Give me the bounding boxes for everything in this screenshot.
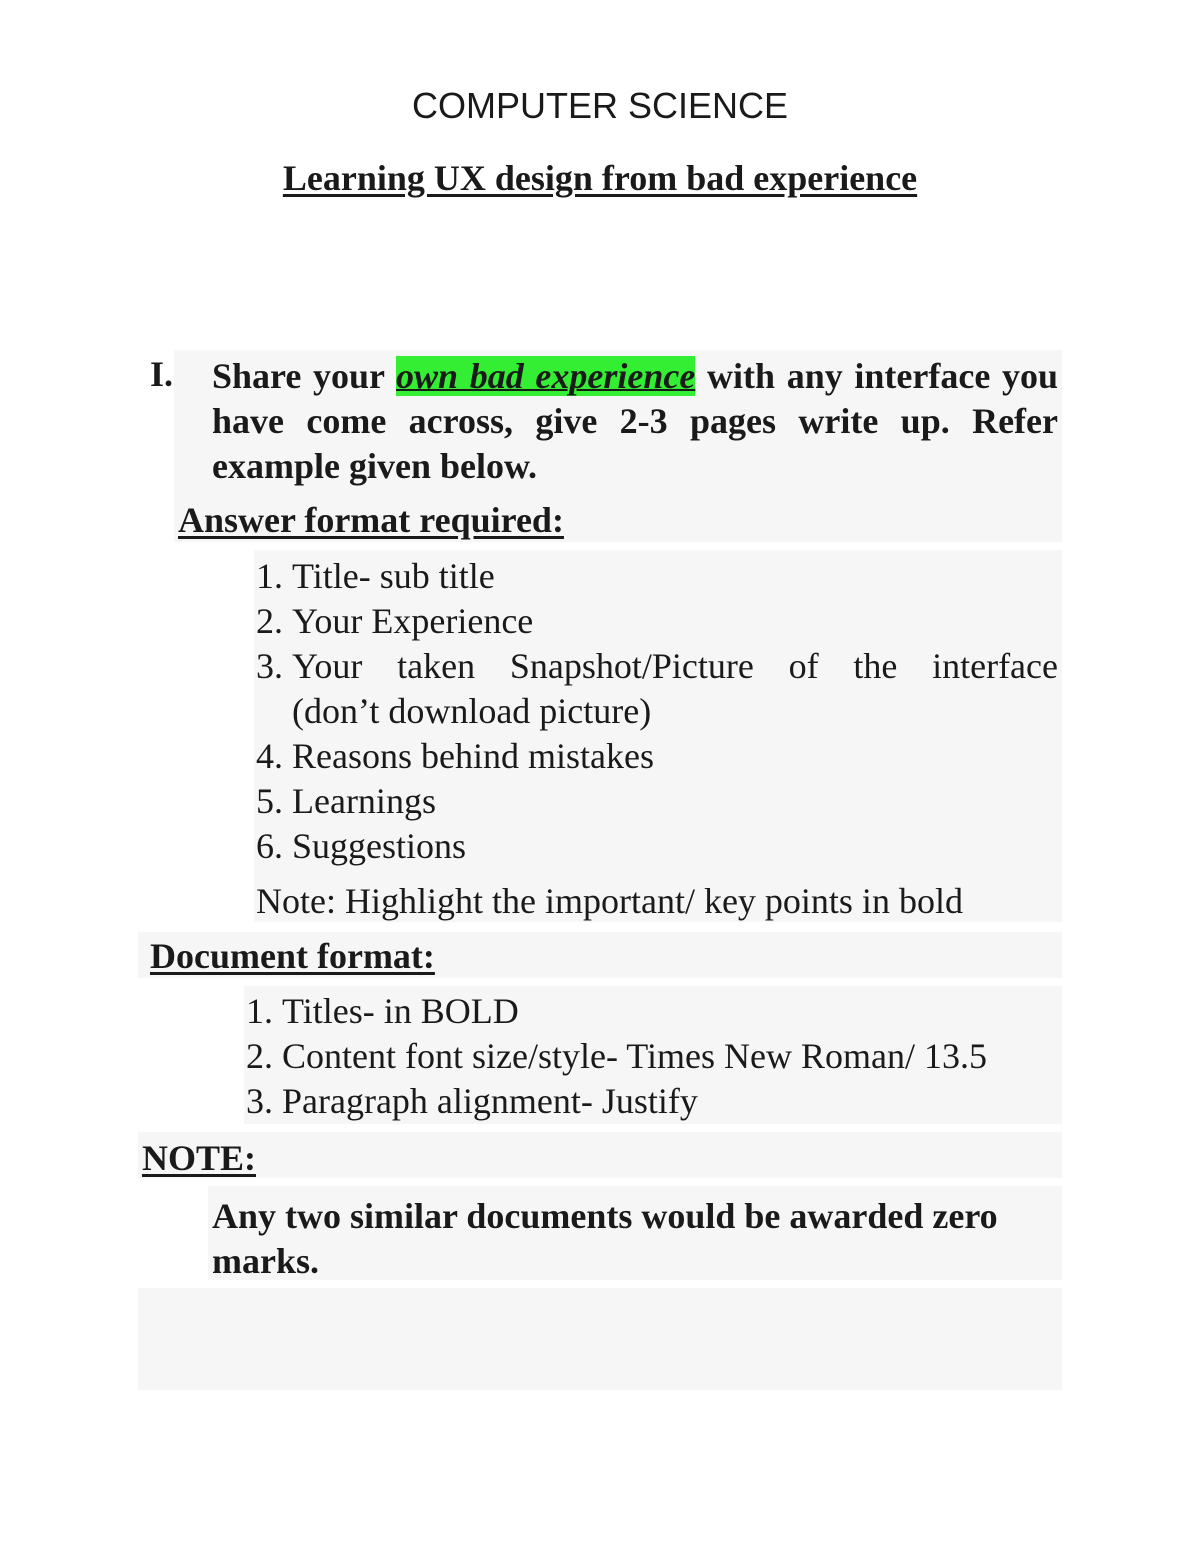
question-text-after: with any interface you have come across, give 2-3 pages write up. Refer example given below.	[212, 356, 1059, 486]
page-subtitle: Learning UX design from bad experience	[282, 158, 918, 198]
answer-item-number: 6.	[256, 826, 283, 866]
document-item-number: 3.	[246, 1081, 273, 1121]
document-format-heading: Document format:	[150, 936, 435, 976]
question-numeral: I.	[150, 354, 174, 394]
question-text	[212, 354, 1058, 489]
document-item-text: Content font size/style- Times New Roman/ 13.5	[282, 1036, 987, 1076]
answer-item-text: Learnings	[292, 781, 436, 821]
empty-shade-block	[138, 1288, 1062, 1390]
highlighted-text: own bad experience	[396, 356, 696, 396]
note-heading: NOTE:	[142, 1138, 257, 1178]
answer-item-text: Suggestions	[292, 826, 467, 866]
document-item-number: 2.	[246, 1036, 273, 1076]
answer-item-number: 3.	[256, 646, 283, 686]
note-warning-text: Any two similar documents would be awarded zero marks.	[212, 1196, 998, 1281]
answer-item-text: Your Experience	[292, 601, 534, 641]
answer-item-text-line2: (don’t download picture)	[292, 691, 652, 731]
answer-item-text: Reasons behind mistakes	[292, 736, 654, 776]
answer-item-text: Title- sub title	[292, 556, 495, 596]
answer-item-number: 4.	[256, 736, 283, 776]
note-heading-shade	[138, 1132, 1062, 1178]
document-item-text: Titles- in BOLD	[282, 991, 519, 1031]
answer-item-number: 2.	[256, 601, 283, 641]
answer-format-note: Note: Highlight the important/ key points in bold	[256, 881, 963, 921]
answer-item-number: 1.	[256, 556, 283, 596]
document-item-number: 1.	[246, 991, 273, 1031]
document-item-text: Paragraph alignment- Justify	[282, 1081, 698, 1121]
question-text-before: Share your	[212, 356, 385, 396]
page-title: COMPUTER SCIENCE	[411, 85, 789, 126]
answer-item-number: 5.	[256, 781, 283, 821]
answer-item-text: Your taken Snapshot/Picture of the interface	[292, 646, 1058, 686]
answer-format-heading: Answer format required:	[178, 500, 564, 540]
